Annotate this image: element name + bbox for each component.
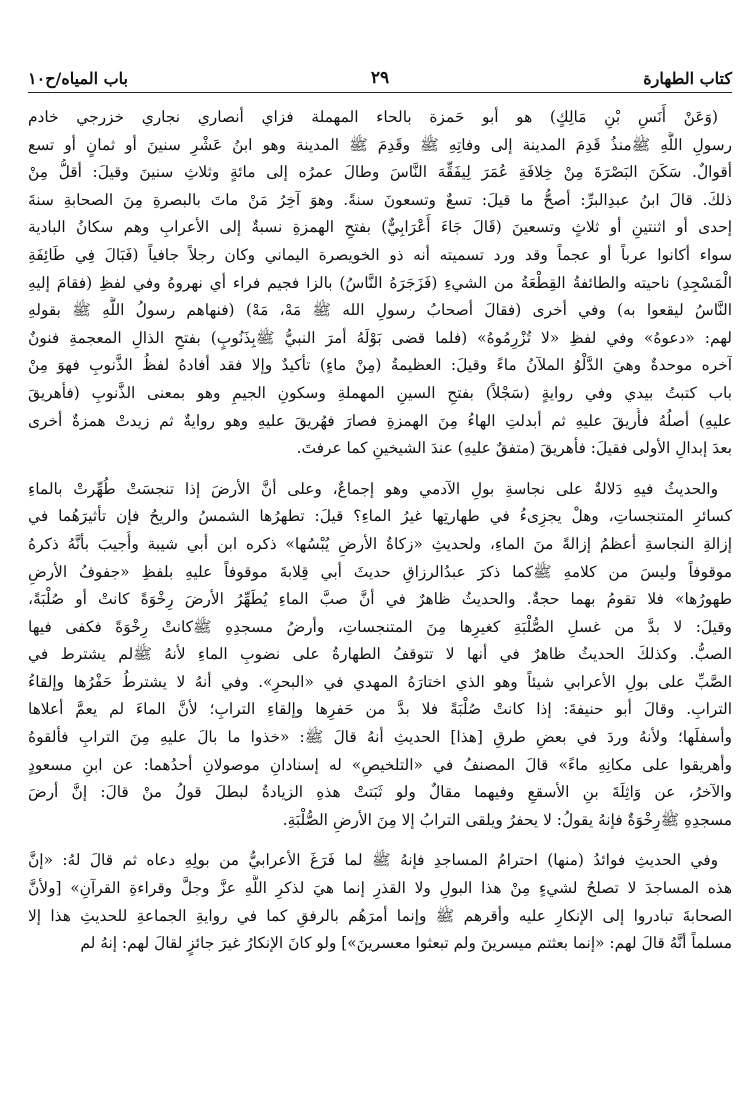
text-line: ذلكَ. قالَ ابنُ عبدِالبرِّ: أصحُّ ما قيلَ: تسعٌ وتسعونَ سنةً. وهوَ آخِرُ مَنْ ماتَ بالبصرةِ مِنَ الصحابةِ سنةَ	[28, 190, 732, 209]
text-line: إزالةِ النجاسةِ أعظمُ إزالةً منَ الماءِ، ولحديثِ «زكاةُ الأرضِ يُبْسُها» ذكره ابن أبي شيبة وأُجيبَ بأنَّهُ ذكرهُ	[28, 534, 732, 553]
text-line: الترابِ. وقالَ أبو حنيفةَ: إذا كانتْ صُلْبَةً فلا بدَّ من حَفرِها وإلقاءِ الترابِ؛ لأنَّ الماءَ لم يعمَّ أعلاها	[28, 700, 732, 719]
text-line: والحديثُ فيهِ دَلالةٌ على نجاسةِ بولِ الآدمي وهو إجماعٌ، وعلى أنَّ الأرضَ إذا تنجسَتْ طُهِّرتْ بالماءِ	[28, 479, 718, 498]
text-line: والآخرُ، عن وَاثِلَةَ بنِ الأسقعِ وفيهما مقالٌ ولو ثَبَتتْ هذهِ الزيادةُ لبطلَ قولُ منْ قالَ: إنَّ أرضَ	[28, 783, 732, 802]
text-line: وفي الحديثِ فوائدُ (منها) احترامُ المساجدِ فإنهُ ﷺ لما فَرَغَ الأعرابيُّ من بولِهِ دعاه ثم قالَ لهُ: «إنَّ	[28, 851, 718, 870]
text-line: وأسفلَها؛ ولأنهُ وردَ في بعضِ طرقِ [هذا] الحديثِ أنهُ قالَ ﷺ: «خذوا ما بالَ عليهِ مِنَ الترابِ فألقوهُ	[28, 728, 732, 747]
paragraph	[28, 847, 732, 957]
text-line: الْمَسْجِدِ) ناحيته والطائفةُ القِطْعَةُ من الشيءِ (فَزَجَرَهُ النَّاسُ) بالزا فجيم فراء أي نهروهُ وفي لفظِ (فقامَ إليهِ	[28, 273, 732, 292]
text-line: باب كتبتُ بيدي وفي روايةٍ (سَجْلاً) بفتحِ السينِ المهملةِ وسكونِ الجيمِ وهو بمعنى الذَّنوبِ (فأهريقَ	[28, 383, 732, 402]
text-line: موقوفاً وليسَ من كلامهِ ﷺكما ذكرَ عبدُالرزاقِ حديثَ أبي قِلابةَ موقوفاً عليهِ بلفظِ «جفوفُ الأرضِ	[28, 562, 732, 581]
text-line: عليهِ) أصلُهُ فأُريقَ عليهِ ثم أبدلتِ الهاءُ مِنَ الهمزةِ فصارَ فهُريقَ عليهِ وهو روايةٌ ثم زيدتْ همزةٌ أخرى	[28, 411, 732, 430]
text-line: مسلماً أنَّهُ قالَ لهم: «إنما بعثتم ميسرينَ ولم تبعثوا معسرينَ»] ولو كانَ الإنكارُ غيرَ جائزٍ لقالَ لهم: إنهُ لم	[80, 934, 732, 953]
text-line: النَّاسُ ليقعوا به) وفي أخرى (فقالَ أصحابُ رسولِ الله ﷺ مَهْ، مَهْ) (فنهاهم رسولُ اللَّهِ ﷺ بقولهِ	[28, 301, 732, 320]
text-line: الصَّبِّ على بولِ الأعرابي شيئاً وهو الذي اختارَهُ المهدي في «البحرِ». وفي أنهُ لا يشترطُ حَفْرُها وإلقاءُ	[28, 672, 732, 691]
paragraph	[28, 104, 732, 463]
text-line: بعدَ إبدالِ الأولى فقيلَ: فأهريقَ (متفقٌ عليهِ) عندَ الشيخينِ كما عرفتَ.	[296, 439, 732, 458]
text-line: وقيلَ: لا بدَّ من غسلِ الصُّلْبَةِ كغيرِها مِنَ المتنجساتِ، وأرضُ مسجدِهِ ﷺكانتْ رِخْوَةً فكفى فيها	[28, 617, 732, 636]
text-line: مسجدِهِ ﷺرِخْوَةٌ فإنهُ يقولُ: لا يحفرُ ويلقى الترابُ إلا مِنَ الأرضِ الصُّلْبَةِ.	[282, 810, 732, 829]
text-line: الصبُّ. وكذلكَ الحديثُ ظاهرٌ في أنها لا تتوقفُ الطهارةُ على نضوبِ الماءِ لأنهُ ﷺلم يشترط في	[28, 645, 732, 664]
text-line: (وَعَنْ أَنَسِ بْنِ مَالِكٍ) هو أبو حَمزة بالحاء المهملة فزاي أنصاري نجاري خزرجي خادم	[28, 108, 718, 126]
text-line: وأهريقوا على مكانِهِ ماءً» قالَ المصنفُ في «التلخيصِ» له إسنادانِ موصولانِ أحدُهما: عن ابنِ مسعودٍ	[28, 755, 732, 774]
page-number: ٢٩	[370, 68, 390, 88]
text-line: طهورُها» فلا تقومُ بهما حجةٌ. والحديثُ ظاهرٌ في أنَّ صبَّ الماءِ يُطَهِّرُ الأرضَ رِخْوَةً كانتْ أو صُلْبَةً،	[28, 590, 732, 609]
running-header	[28, 58, 732, 93]
text-line: رسولِ اللَّهِ ﷺمنذُ قَدِمَ المدينة إلى وفاتِهِ ﷺ وقَدِمَ ﷺ المدينة وهو ابنُ عَشْرِ سنينَ أو ثمانٍ أو تسع	[28, 135, 732, 154]
section-reference: باب المياه/ح١٠	[28, 69, 128, 88]
text-line: سواء أكانوا عرباً أو عجماً وقد ورد تسميته أنه ذو الخويصرة اليماني وكان رجلاً جافياً (فَبَالَ فِي طَائِفَةِ	[28, 245, 732, 264]
book-chapter-title: كتاب الطهارة	[643, 69, 732, 88]
text-line: لهم: «دعوهُ» وفي لفظِ «لا تُزْرِمُوهُ» (فلما قضى بَوْلَهُ أمرَ النبيُّ ﷺبِذَنُوبٍ) بفتحِ الذالِ المعجمةِ فنونٌ	[28, 328, 732, 347]
paragraph	[28, 476, 732, 835]
text-line: كسائرِ المتنجساتِ، وهلْ يجزِىءُ في طهارتِها غيرُ الماءِ؟ قيلَ: تطهرُها الشمسُ والريحُ فإن تأثيرَهُما في	[28, 507, 732, 526]
text-line: أقوالٌ. سَكَنَ البَصْرَةَ مِنْ خِلافَةِ عُمَرَ لِيفَقِّهَ النَّاسَ وطالَ عمرُه إلى مائةٍ وثلاثِ سنينَ وقيلَ: أقلُّ مِنْ	[28, 163, 732, 182]
text-line: الصحابةَ تبادروا إلى الإنكارِ عليه وأقرهم ﷺ وإنما أمرَهُم بالرفقِ كما في روايةِ الجماعةِ للحديثِ هذا إلا	[28, 906, 732, 925]
text-line: إحدى أو اثنتينِ أو ثلاثٍ وتسعينَ (قَالَ جَاءَ أَعْرَابِيٌّ) بفتحِ الهمزةِ نسبةٌ إلى الأعرابِ وهم سكانُ البادية	[28, 218, 732, 237]
main-text	[28, 104, 732, 958]
text-line: هذه المساجدَ لا تصلحُ لشيءٍ مِنْ هذا البولِ ولا القذرِ إنما هيَ لذكرِ اللَّهِ عزَّ وجلَّ وقراءةِ القرآنِ» [ولأنَّ	[28, 879, 732, 898]
text-line: آخره موحدةٌ وهيَ الدَّلْوُ الملآنُ ماءً وقيلَ: العظيمةُ (مِنْ ماءٍ) تأكيدٌ وإلا فقد أفادهُ لفظُ الذَّنوبِ فهوَ مِنْ	[28, 356, 732, 375]
